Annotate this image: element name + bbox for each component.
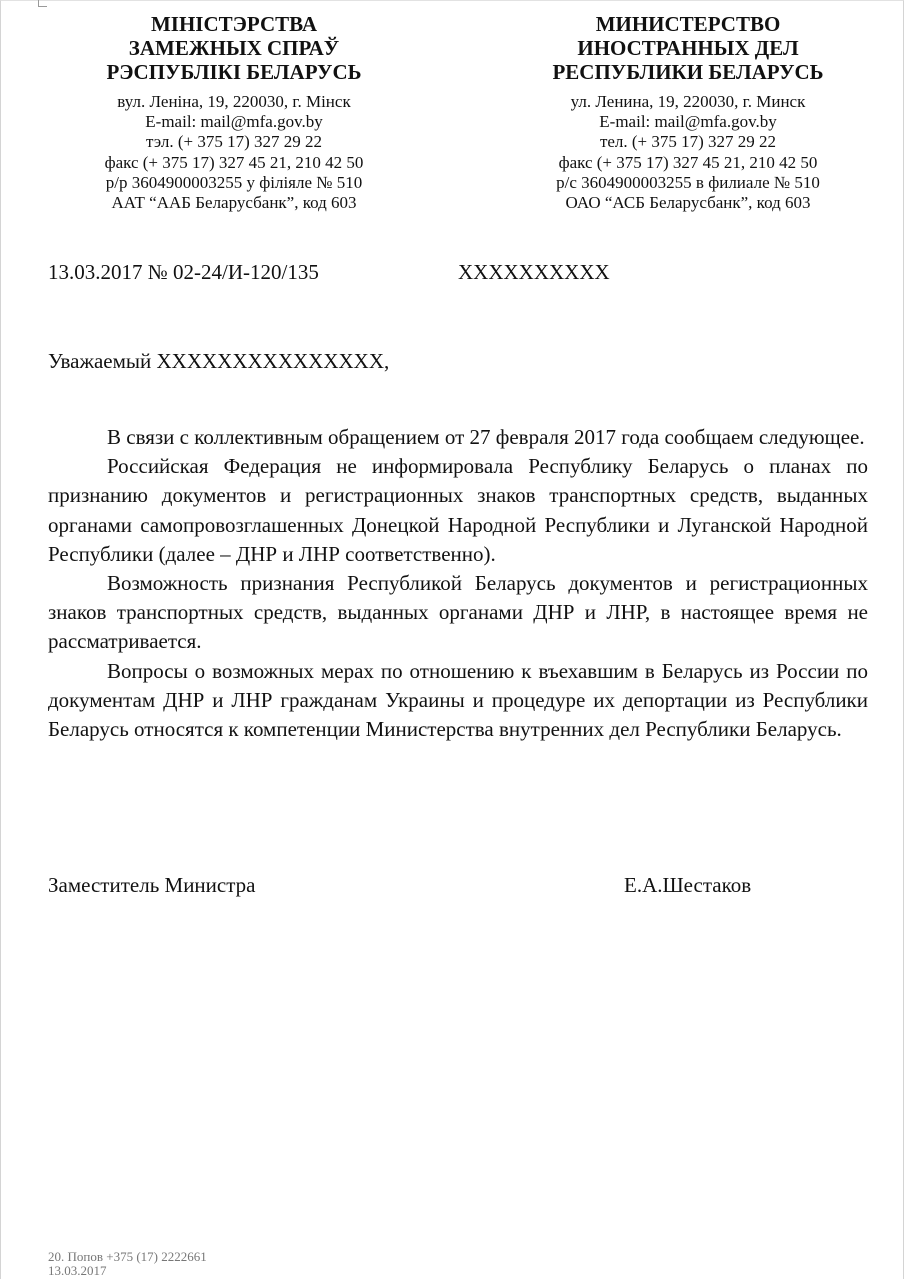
letterhead-russian <box>488 12 888 213</box>
letterhead-belarusian <box>34 12 434 213</box>
signature-block <box>48 873 868 898</box>
bank-name-line: ААТ “ААБ Беларусбанк”, код 603 <box>111 193 357 213</box>
ministry-address-ru <box>488 92 888 213</box>
address-line: ул. Ленина, 19, 220030, г. Минск <box>570 92 806 111</box>
bank-account-line: р/р 3604900003255 у філіяле № 510 <box>105 172 363 192</box>
ministry-name-line: ЗАМЕЖНЫХ СПРАЎ <box>128 36 340 60</box>
fax-line: факс (+ 375 17) 327 45 21, 210 42 50 <box>104 152 364 172</box>
page-corner-mark <box>38 0 47 7</box>
body-paragraph: Вопросы о возможных мерах по отношению к въехавшим в Беларусь из России по документам ДНР и ЛНР гражданам Украины и процедуре их депортации из Республики Беларусь относятся к компетенции Министерства внутренних дел Республики Беларусь. <box>48 658 868 742</box>
ministry-address-by <box>34 92 434 213</box>
executor-contact: 20. Попов +375 (17) 2222661 <box>48 1249 207 1264</box>
ministry-name-line: РЭСПУБЛІКІ БЕЛАРУСЬ <box>106 60 362 84</box>
bank-name-line: ОАО “АСБ Беларусбанк”, код 603 <box>565 193 811 213</box>
body-paragraph: Возможность признания Республикой Беларусь документов и регистрационных знаков транспортных средств, выданных органами ДНР и ЛНР, в настоящее время не рассматривается. <box>48 571 868 654</box>
email-line: E-mail: mail@mfa.gov.by <box>599 112 777 132</box>
body-paragraph: В связи с коллективным обращением от 27 февраля 2017 года сообщаем следующее. <box>107 425 865 449</box>
body-paragraph: Российская Федерация не информировала Республику Беларусь о планах по признанию документов и регистрационных знаков транспортных средств, выданных органами самопровозглашенных Донецкой Народной Республики и Луганской Народной Республики (далее – ДНР и ЛНР соответственно). <box>48 454 868 566</box>
signatory-name: Е.А.Шестаков <box>624 873 752 897</box>
addressee: XXXXXXXXXX <box>458 260 610 284</box>
bank-account-line: р/с 3604900003255 в филиале № 510 <box>556 172 820 192</box>
email-line: E-mail: mail@mfa.gov.by <box>145 112 323 132</box>
salutation: Уважаемый XXXXXXXXXXXXXXX, <box>48 349 390 373</box>
ministry-name-line: РЕСПУБЛИКИ БЕЛАРУСЬ <box>552 60 824 84</box>
ministry-name-line: ИНОСТРАННЫХ ДЕЛ <box>577 36 799 60</box>
registration-line <box>48 260 610 285</box>
document-date-number: 13.03.2017 № 02-24/И-120/135 <box>48 260 319 284</box>
ministry-name-ru <box>488 12 888 84</box>
ministry-name-by <box>34 12 434 84</box>
ministry-name-line: МИНИСТЕРСТВО <box>595 12 781 36</box>
executor-footer <box>48 1250 207 1278</box>
address-line: вул. Леніна, 19, 220030, г. Мінск <box>117 92 351 111</box>
phone-line: тэл. (+ 375 17) 327 29 22 <box>146 132 322 152</box>
phone-line: тел. (+ 375 17) 327 29 22 <box>599 132 777 152</box>
executor-date: 13.03.2017 <box>48 1263 107 1278</box>
fax-line: факс (+ 375 17) 327 45 21, 210 42 50 <box>558 152 818 172</box>
ministry-name-line: МІНІСТЭРСТВА <box>150 12 318 36</box>
signatory-position: Заместитель Министра <box>48 873 256 897</box>
letter-body <box>48 423 868 744</box>
